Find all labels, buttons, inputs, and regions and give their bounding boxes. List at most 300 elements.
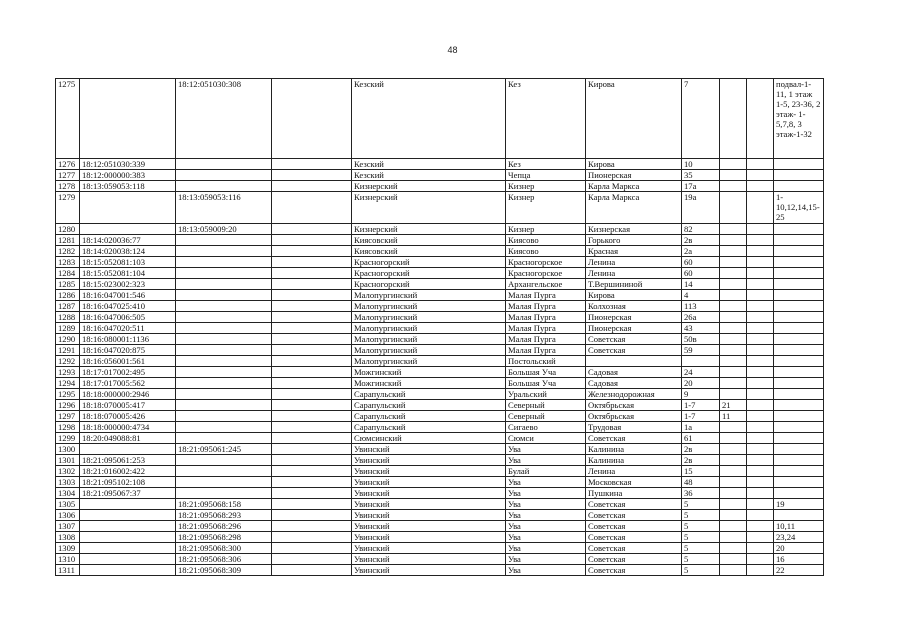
settlement-cell: Малая Пурга (506, 323, 586, 334)
premises-cell (774, 312, 824, 323)
premises-cell (774, 235, 824, 246)
table-row (56, 268, 824, 279)
settlement-cell: Северный (506, 400, 586, 411)
house-number-cell: 60 (682, 257, 720, 268)
cadastral-number-cell (80, 565, 176, 576)
house-number-cell: 14 (682, 279, 720, 290)
extra-cell (272, 181, 352, 192)
district-cell: Можгинский (352, 367, 506, 378)
page-number: 48 (447, 45, 458, 55)
settlement-cell: Сюмси (506, 433, 586, 444)
building-cadastral-number-cell: 18:21:095068:296 (176, 521, 272, 532)
table-row (56, 543, 824, 554)
building-cell (720, 554, 747, 565)
street-cell: Карла Маркса (586, 192, 682, 224)
block-cell (747, 246, 774, 257)
district-cell: Кизнерский (352, 181, 506, 192)
extra-cell (272, 159, 352, 170)
row-number-cell: 1304 (56, 488, 80, 499)
row-number-cell: 1278 (56, 181, 80, 192)
settlement-cell: Кизнер (506, 224, 586, 235)
cadastral-number-cell (80, 224, 176, 235)
settlement-cell: Булай (506, 466, 586, 477)
block-cell (747, 477, 774, 488)
block-cell (747, 345, 774, 356)
building-cell (720, 159, 747, 170)
table-row (56, 521, 824, 532)
premises-cell (774, 268, 824, 279)
row-number-cell: 1283 (56, 257, 80, 268)
extra-cell (272, 79, 352, 159)
premises-cell (774, 279, 824, 290)
block-cell (747, 170, 774, 181)
block-cell (747, 488, 774, 499)
block-cell (747, 543, 774, 554)
extra-cell (272, 356, 352, 367)
row-number-cell: 1296 (56, 400, 80, 411)
premises-cell (774, 181, 824, 192)
extra-cell (272, 323, 352, 334)
premises-cell: 22 (774, 565, 824, 576)
table-row (56, 400, 824, 411)
building-cell (720, 510, 747, 521)
building-cadastral-number-cell (176, 235, 272, 246)
building-cadastral-number-cell (176, 170, 272, 181)
house-number-cell: 10 (682, 159, 720, 170)
building-cell (720, 268, 747, 279)
table-row (56, 290, 824, 301)
settlement-cell: Ува (506, 543, 586, 554)
street-cell: Красная (586, 246, 682, 257)
building-cadastral-number-cell (176, 290, 272, 301)
building-cadastral-number-cell: 18:21:095061:245 (176, 444, 272, 455)
block-cell (747, 378, 774, 389)
settlement-cell: Кизнер (506, 192, 586, 224)
house-number-cell: 5 (682, 532, 720, 543)
house-number-cell: 2а (682, 246, 720, 257)
block-cell (747, 499, 774, 510)
extra-cell (272, 389, 352, 400)
block-cell (747, 181, 774, 192)
house-number-cell: 48 (682, 477, 720, 488)
house-number-cell: 24 (682, 367, 720, 378)
street-cell: Кирова (586, 290, 682, 301)
house-number-cell: 15 (682, 466, 720, 477)
extra-cell (272, 312, 352, 323)
table-row (56, 181, 824, 192)
settlement-cell: Ува (506, 532, 586, 543)
row-number-cell: 1305 (56, 499, 80, 510)
row-number-cell: 1310 (56, 554, 80, 565)
extra-cell (272, 433, 352, 444)
block-cell (747, 433, 774, 444)
street-cell: Калинина (586, 444, 682, 455)
house-number-cell: 5 (682, 565, 720, 576)
street-cell: Трудовая (586, 422, 682, 433)
table-row (56, 510, 824, 521)
settlement-cell: Постольский (506, 356, 586, 367)
building-cell (720, 565, 747, 576)
premises-cell: 20 (774, 543, 824, 554)
premises-cell (774, 378, 824, 389)
extra-cell (272, 411, 352, 422)
district-cell: Увинский (352, 521, 506, 532)
extra-cell (272, 400, 352, 411)
house-number-cell: 9 (682, 389, 720, 400)
district-cell: Малопургинский (352, 323, 506, 334)
building-cadastral-number-cell (176, 246, 272, 257)
house-number-cell: 19а (682, 192, 720, 224)
building-cell (720, 378, 747, 389)
settlement-cell: Красногорское (506, 268, 586, 279)
property-register-table (55, 78, 824, 576)
street-cell: Октябрьская (586, 411, 682, 422)
settlement-cell: Уральский (506, 389, 586, 400)
block-cell (747, 301, 774, 312)
district-cell: Красногорский (352, 257, 506, 268)
premises-cell (774, 345, 824, 356)
house-number-cell: 113 (682, 301, 720, 312)
house-number-cell: 5 (682, 554, 720, 565)
house-number-cell: 59 (682, 345, 720, 356)
house-number-cell: 60 (682, 268, 720, 279)
row-number-cell: 1289 (56, 323, 80, 334)
extra-cell (272, 246, 352, 257)
premises-cell (774, 334, 824, 345)
extra-cell (272, 279, 352, 290)
district-cell: Красногорский (352, 279, 506, 290)
row-number-cell: 1311 (56, 565, 80, 576)
district-cell: Малопургинский (352, 356, 506, 367)
settlement-cell: Ува (506, 554, 586, 565)
extra-cell (272, 455, 352, 466)
premises-cell (774, 433, 824, 444)
table-row (56, 422, 824, 433)
block-cell (747, 323, 774, 334)
block-cell (747, 257, 774, 268)
district-cell: Увинский (352, 554, 506, 565)
house-number-cell: 35 (682, 170, 720, 181)
street-cell: Пионерская (586, 170, 682, 181)
cadastral-number-cell (80, 444, 176, 455)
street-cell: Советская (586, 499, 682, 510)
building-cadastral-number-cell (176, 411, 272, 422)
premises-cell: 1-10,12,14,15-25 (774, 192, 824, 224)
street-cell: Железнодорожная (586, 389, 682, 400)
row-number-cell: 1309 (56, 543, 80, 554)
district-cell: Сарапульский (352, 389, 506, 400)
settlement-cell: Ува (506, 565, 586, 576)
settlement-cell: Архангельское (506, 279, 586, 290)
table-row (56, 411, 824, 422)
table-row (56, 235, 824, 246)
settlement-cell: Ува (506, 488, 586, 499)
building-cell (720, 181, 747, 192)
block-cell (747, 312, 774, 323)
building-cell (720, 323, 747, 334)
building-cadastral-number-cell (176, 257, 272, 268)
building-cell (720, 477, 747, 488)
settlement-cell: Малая Пурга (506, 312, 586, 323)
premises-cell (774, 510, 824, 521)
cadastral-number-cell: 18:16:080001:1136 (80, 334, 176, 345)
row-number-cell: 1300 (56, 444, 80, 455)
premises-cell (774, 356, 824, 367)
building-cadastral-number-cell: 18:13:059009:20 (176, 224, 272, 235)
building-cell (720, 466, 747, 477)
settlement-cell: Ува (506, 477, 586, 488)
building-cadastral-number-cell (176, 389, 272, 400)
settlement-cell: Большая Уча (506, 378, 586, 389)
table-row (56, 433, 824, 444)
cadastral-number-cell: 18:15:023002:323 (80, 279, 176, 290)
building-cadastral-number-cell (176, 301, 272, 312)
settlement-cell: Большая Уча (506, 367, 586, 378)
table-row (56, 170, 824, 181)
extra-cell (272, 488, 352, 499)
building-cadastral-number-cell: 18:13:059053:116 (176, 192, 272, 224)
block-cell (747, 334, 774, 345)
block-cell (747, 466, 774, 477)
cadastral-number-cell: 18:12:051030:339 (80, 159, 176, 170)
building-cadastral-number-cell (176, 378, 272, 389)
row-number-cell: 1303 (56, 477, 80, 488)
street-cell: Т.Вершининой (586, 279, 682, 290)
row-number-cell: 1286 (56, 290, 80, 301)
house-number-cell: 61 (682, 433, 720, 444)
table-row (56, 279, 824, 290)
row-number-cell: 1308 (56, 532, 80, 543)
premises-cell (774, 488, 824, 499)
cadastral-number-cell: 18:21:016002:422 (80, 466, 176, 477)
street-cell: Советская (586, 554, 682, 565)
district-cell: Малопургинский (352, 312, 506, 323)
district-cell: Увинский (352, 466, 506, 477)
cadastral-number-cell: 18:16:047020:511 (80, 323, 176, 334)
house-number-cell: 5 (682, 499, 720, 510)
street-cell: Пушкина (586, 488, 682, 499)
building-cadastral-number-cell: 18:21:095068:298 (176, 532, 272, 543)
house-number-cell: 17а (682, 181, 720, 192)
building-cell (720, 356, 747, 367)
cadastral-number-cell: 18:17:017002:495 (80, 367, 176, 378)
premises-cell: подвал-1-11, 1 этаж 1-5, 23-36, 2 этаж- 1-5,7,8, 3 этаж-1-32 (774, 79, 824, 159)
extra-cell (272, 290, 352, 301)
building-cell (720, 290, 747, 301)
building-cell (720, 367, 747, 378)
district-cell: Кезский (352, 79, 506, 159)
block-cell (747, 367, 774, 378)
house-number-cell: 82 (682, 224, 720, 235)
table-row (56, 323, 824, 334)
premises-cell (774, 323, 824, 334)
district-cell: Можгинский (352, 378, 506, 389)
building-cadastral-number-cell (176, 477, 272, 488)
cadastral-number-cell: 18:21:095067:37 (80, 488, 176, 499)
premises-cell (774, 400, 824, 411)
street-cell: Ленина (586, 466, 682, 477)
district-cell: Увинский (352, 532, 506, 543)
table-row (56, 356, 824, 367)
extra-cell (272, 565, 352, 576)
premises-cell: 19 (774, 499, 824, 510)
building-cell (720, 543, 747, 554)
building-cadastral-number-cell (176, 367, 272, 378)
row-number-cell: 1287 (56, 301, 80, 312)
building-cadastral-number-cell: 18:12:051030:308 (176, 79, 272, 159)
building-cell (720, 433, 747, 444)
street-cell: Горького (586, 235, 682, 246)
building-cadastral-number-cell: 18:21:095068:306 (176, 554, 272, 565)
premises-cell (774, 290, 824, 301)
house-number-cell: 7 (682, 79, 720, 159)
building-cell (720, 455, 747, 466)
premises-cell (774, 444, 824, 455)
district-cell: Малопургинский (352, 301, 506, 312)
building-cell (720, 279, 747, 290)
street-cell: Советская (586, 510, 682, 521)
building-cadastral-number-cell (176, 400, 272, 411)
house-number-cell: 2в (682, 455, 720, 466)
extra-cell (272, 378, 352, 389)
district-cell: Кизнерский (352, 224, 506, 235)
extra-cell (272, 543, 352, 554)
building-cell (720, 488, 747, 499)
settlement-cell: Малая Пурга (506, 301, 586, 312)
settlement-cell: Малая Пурга (506, 290, 586, 301)
block-cell (747, 521, 774, 532)
row-number-cell: 1280 (56, 224, 80, 235)
building-cadastral-number-cell (176, 159, 272, 170)
district-cell: Кезский (352, 159, 506, 170)
street-cell: Советская (586, 532, 682, 543)
row-number-cell: 1281 (56, 235, 80, 246)
settlement-cell: Ува (506, 444, 586, 455)
district-cell: Сарапульский (352, 411, 506, 422)
district-cell: Сарапульский (352, 422, 506, 433)
building-cadastral-number-cell (176, 268, 272, 279)
block-cell (747, 422, 774, 433)
house-number-cell: 2в (682, 444, 720, 455)
building-cadastral-number-cell: 18:21:095068:158 (176, 499, 272, 510)
settlement-cell: Малая Пурга (506, 345, 586, 356)
cadastral-number-cell: 18:21:095102:108 (80, 477, 176, 488)
street-cell: Советская (586, 521, 682, 532)
settlement-cell: Чепца (506, 170, 586, 181)
district-cell: Малопургинский (352, 345, 506, 356)
cadastral-number-cell: 18:16:047025:410 (80, 301, 176, 312)
row-number-cell: 1282 (56, 246, 80, 257)
building-cell (720, 312, 747, 323)
district-cell: Кизнерский (352, 192, 506, 224)
building-cadastral-number-cell (176, 433, 272, 444)
district-cell: Сюмсинский (352, 433, 506, 444)
row-number-cell: 1297 (56, 411, 80, 422)
premises-cell (774, 422, 824, 433)
street-cell: Карла Маркса (586, 181, 682, 192)
street-cell: Калинина (586, 455, 682, 466)
table-row (56, 378, 824, 389)
district-cell: Увинский (352, 455, 506, 466)
building-cell (720, 192, 747, 224)
street-cell: Советская (586, 543, 682, 554)
building-cadastral-number-cell (176, 334, 272, 345)
table-row (56, 159, 824, 170)
building-cadastral-number-cell: 18:21:095068:293 (176, 510, 272, 521)
table-row (56, 488, 824, 499)
extra-cell (272, 235, 352, 246)
premises-cell (774, 466, 824, 477)
cadastral-number-cell: 18:20:049088:81 (80, 433, 176, 444)
building-cadastral-number-cell (176, 312, 272, 323)
cadastral-number-cell: 18:17:017005:562 (80, 378, 176, 389)
table-row (56, 455, 824, 466)
row-number-cell: 1298 (56, 422, 80, 433)
table-row (56, 466, 824, 477)
district-cell: Малопургинский (352, 290, 506, 301)
district-cell: Красногорский (352, 268, 506, 279)
cadastral-number-cell: 18:14:020038:124 (80, 246, 176, 257)
cadastral-number-cell (80, 192, 176, 224)
street-cell: Советская (586, 334, 682, 345)
extra-cell (272, 532, 352, 543)
district-cell: Увинский (352, 543, 506, 554)
cadastral-number-cell: 18:13:059053:118 (80, 181, 176, 192)
settlement-cell: Малая Пурга (506, 334, 586, 345)
house-number-cell (682, 356, 720, 367)
row-number-cell: 1292 (56, 356, 80, 367)
building-cadastral-number-cell (176, 279, 272, 290)
premises-cell (774, 224, 824, 235)
block-cell (747, 444, 774, 455)
block-cell (747, 356, 774, 367)
settlement-cell: Кез (506, 79, 586, 159)
row-number-cell: 1275 (56, 79, 80, 159)
block-cell (747, 554, 774, 565)
row-number-cell: 1302 (56, 466, 80, 477)
table-row (56, 367, 824, 378)
street-cell: Советская (586, 433, 682, 444)
street-cell (586, 356, 682, 367)
cadastral-number-cell: 18:12:000000:383 (80, 170, 176, 181)
extra-cell (272, 268, 352, 279)
house-number-cell: 5 (682, 521, 720, 532)
row-number-cell: 1291 (56, 345, 80, 356)
building-cell: 11 (720, 411, 747, 422)
street-cell: Пионерская (586, 323, 682, 334)
street-cell: Садовая (586, 378, 682, 389)
building-cell (720, 257, 747, 268)
table-row (56, 565, 824, 576)
table-row (56, 499, 824, 510)
house-number-cell: 1а (682, 422, 720, 433)
block-cell (747, 235, 774, 246)
table-row (56, 246, 824, 257)
table-body (56, 79, 824, 576)
street-cell: Пионерская (586, 312, 682, 323)
building-cell (720, 444, 747, 455)
row-number-cell: 1306 (56, 510, 80, 521)
row-number-cell: 1301 (56, 455, 80, 466)
table-row (56, 389, 824, 400)
block-cell (747, 510, 774, 521)
row-number-cell: 1295 (56, 389, 80, 400)
house-number-cell: 4 (682, 290, 720, 301)
block-cell (747, 290, 774, 301)
extra-cell (272, 301, 352, 312)
building-cell: 21 (720, 400, 747, 411)
building-cadastral-number-cell: 18:21:095068:309 (176, 565, 272, 576)
